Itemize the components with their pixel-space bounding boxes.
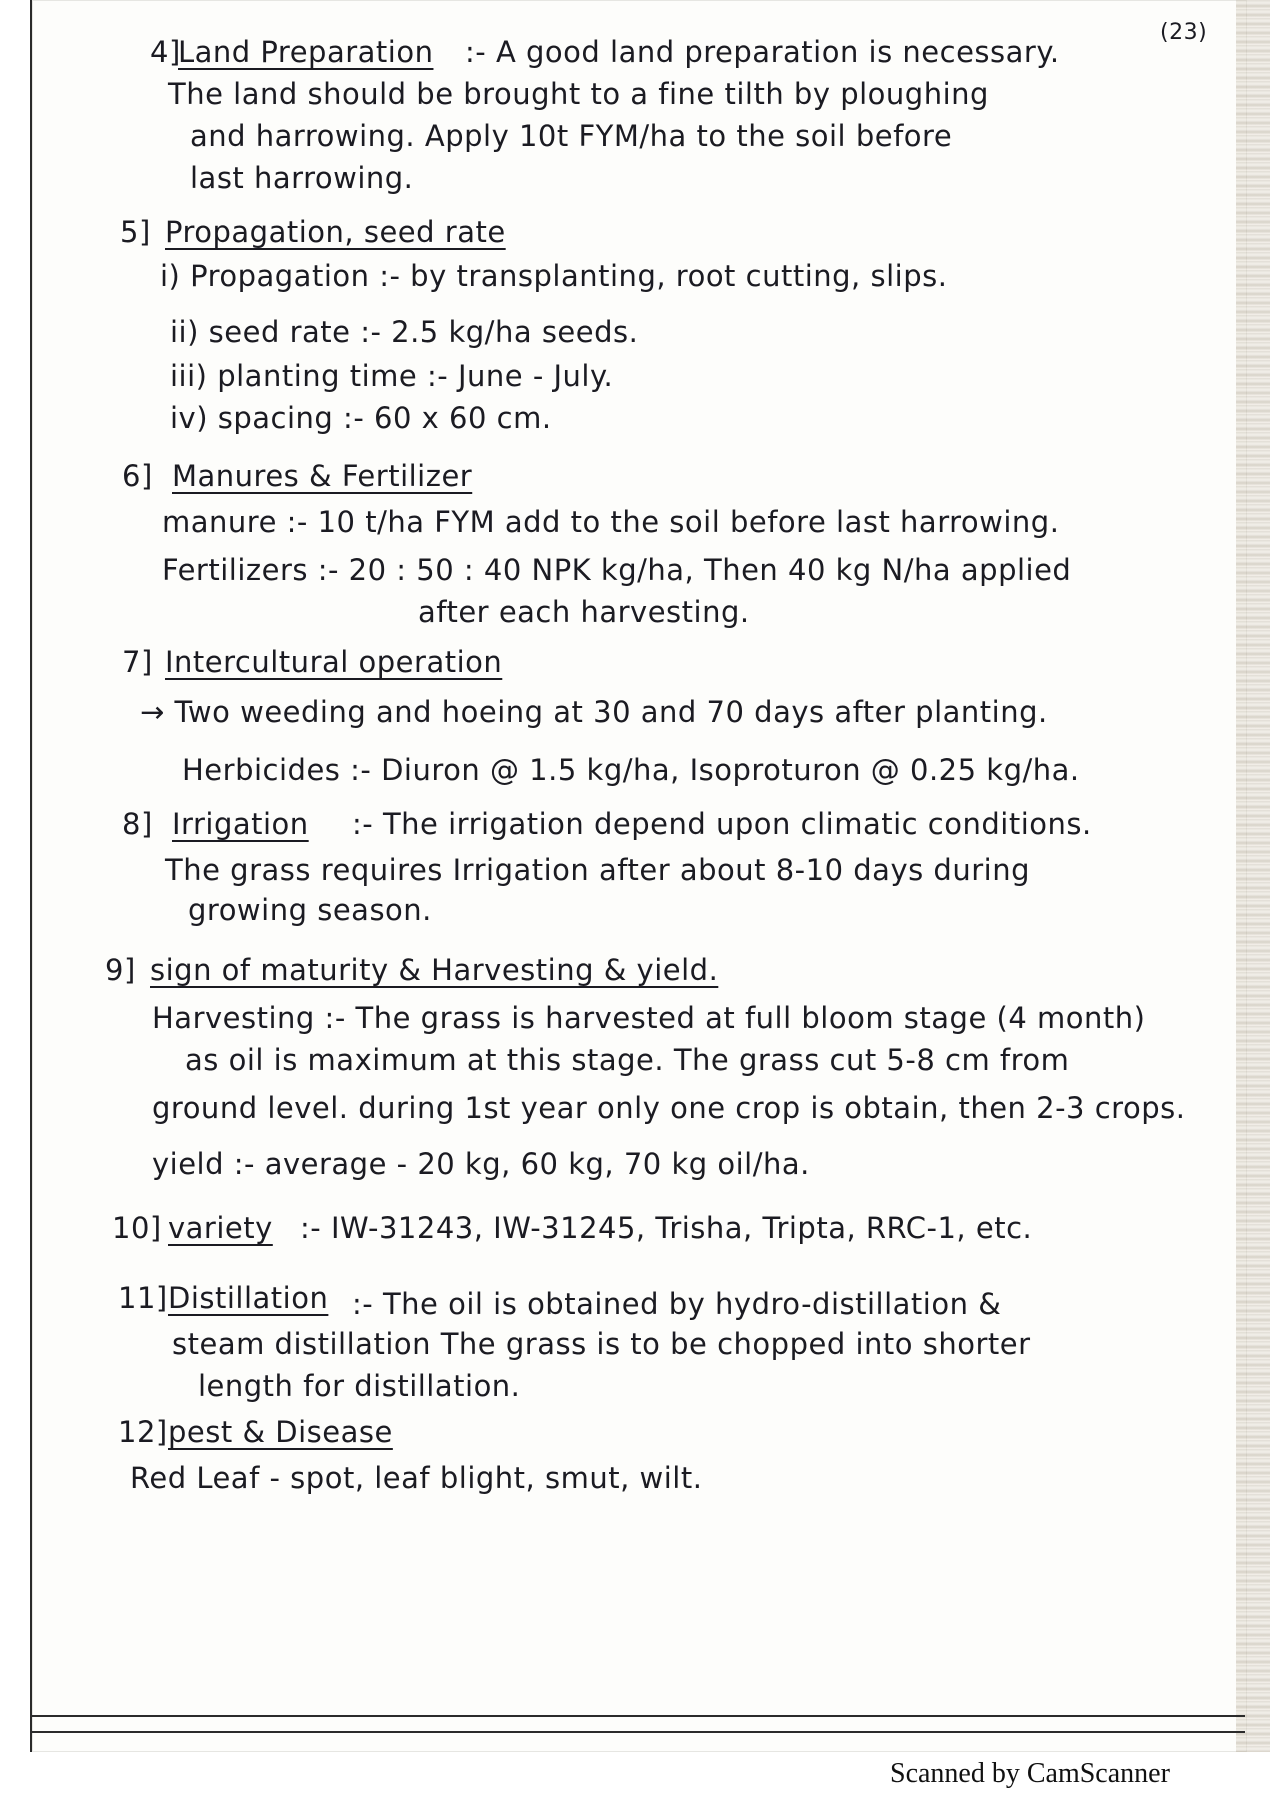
s4-title: Land Preparation bbox=[178, 35, 434, 69]
s4-line2: The land should be brought to a fine tilth by ploughing bbox=[168, 77, 989, 111]
s7-num: 7] bbox=[122, 645, 153, 679]
s9-line4: yield :- average - 20 kg, 60 kg, 70 kg oil/ha. bbox=[152, 1147, 810, 1181]
s7-line2: Herbicides :- Diuron @ 1.5 kg/ha, Isoproturon @ 0.25 kg/ha. bbox=[182, 753, 1080, 787]
s8-num: 8] bbox=[122, 807, 153, 841]
s11-title: Distillation bbox=[168, 1281, 329, 1315]
s5-line2: ii) seed rate :- 2.5 kg/ha seeds. bbox=[170, 315, 639, 349]
s6-title: Manures & Fertilizer bbox=[172, 459, 473, 493]
s9-line2: as oil is maximum at this stage. The grass cut 5-8 cm from bbox=[185, 1043, 1070, 1077]
s5-line1: i) Propagation :- by transplanting, root cutting, slips. bbox=[160, 259, 948, 293]
s9-title: sign of maturity & Harvesting & yield. bbox=[150, 953, 719, 987]
s8-line1: :- The irrigation depend upon climatic conditions. bbox=[352, 807, 1092, 841]
s4-line4: last harrowing. bbox=[190, 161, 414, 195]
s8-line2: The grass requires Irrigation after about 8-10 days during bbox=[165, 853, 1030, 887]
s5-title: Propagation, seed rate bbox=[165, 215, 506, 249]
page-binding-edge bbox=[1236, 0, 1270, 1752]
s12-line1: Red Leaf - spot, leaf blight, smut, wilt. bbox=[130, 1461, 703, 1495]
s9-line3: ground level. during 1st year only one crop is obtain, then 2-3 crops. bbox=[152, 1091, 1186, 1125]
s6-line1: manure :- 10 t/ha FYM add to the soil before last harrowing. bbox=[162, 505, 1060, 539]
s9-num: 9] bbox=[105, 953, 136, 987]
s6-num: 6] bbox=[122, 459, 153, 493]
s8-title: Irrigation bbox=[172, 807, 309, 841]
s5-line4: iv) spacing :- 60 x 60 cm. bbox=[170, 401, 552, 435]
s7-line1: → Two weeding and hoeing at 30 and 70 days after planting. bbox=[140, 695, 1048, 729]
page-number: (23) bbox=[1160, 20, 1208, 45]
s12-title: pest & Disease bbox=[168, 1415, 393, 1449]
s7-title: Intercultural operation bbox=[165, 645, 503, 679]
s6-line3: after each harvesting. bbox=[418, 595, 750, 629]
s11-line1: :- The oil is obtained by hydro-distillation & bbox=[352, 1287, 1002, 1321]
s6-line2: Fertilizers :- 20 : 50 : 40 NPK kg/ha, Then 40 kg N/ha applied bbox=[162, 553, 1072, 587]
s4-num: 4] bbox=[150, 35, 181, 69]
s9-line1: Harvesting :- The grass is harvested at full bloom stage (4 month) bbox=[152, 1001, 1146, 1035]
s11-line3: length for distillation. bbox=[198, 1369, 521, 1403]
s10-num: 10] bbox=[112, 1211, 162, 1245]
s11-line2: steam distillation The grass is to be chopped into shorter bbox=[172, 1327, 1031, 1361]
s5-num: 5] bbox=[120, 215, 151, 249]
scanner-footer: Scanned by CamScanner bbox=[890, 1758, 1170, 1789]
s10-title: variety bbox=[168, 1211, 273, 1245]
s5-line3: iii) planting time :- June - July. bbox=[170, 359, 614, 393]
s10-line1: :- IW-31243, IW-31245, Trisha, Tripta, RRC-1, etc. bbox=[300, 1211, 1033, 1245]
s4-line1: :- A good land preparation is necessary. bbox=[465, 35, 1060, 69]
s4-line3: and harrowing. Apply 10t FYM/ha to the soil before bbox=[190, 119, 953, 153]
s8-line3: growing season. bbox=[188, 893, 432, 927]
s11-num: 11] bbox=[118, 1281, 168, 1315]
page-bottom-rule bbox=[30, 1715, 1245, 1733]
s12-num: 12] bbox=[118, 1415, 168, 1449]
